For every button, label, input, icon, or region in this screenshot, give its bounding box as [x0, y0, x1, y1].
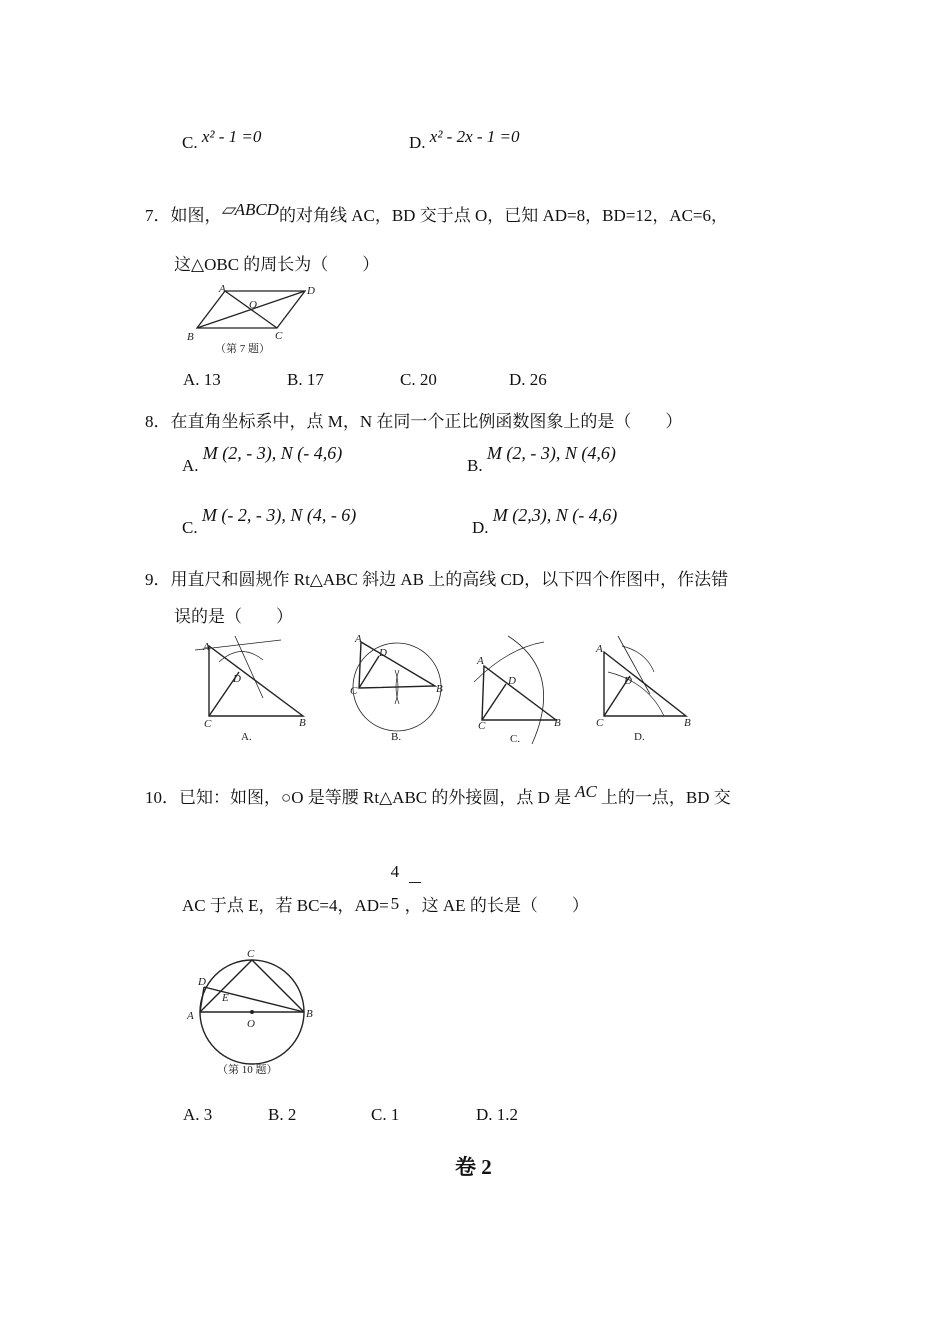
q10-fig-label-c: C	[247, 948, 255, 960]
q10-stem-line2-part1: AC 于点 E，若 BC=4，AD=	[182, 896, 389, 915]
q10-stem-line1	[145, 783, 731, 808]
q10-option-a: A. 3	[183, 1105, 213, 1124]
q9a-label-a: A	[203, 641, 210, 653]
q9a-label-b: B	[299, 717, 306, 729]
q8-option-b-label: B.	[467, 456, 483, 475]
q10-stem-line2	[182, 862, 589, 917]
q10-fraction-numerator: 4	[390, 862, 400, 882]
q7-fig-label-d: D	[307, 285, 315, 297]
q8-option-a-label: A.	[182, 456, 199, 475]
q8-option-a-math: M (2, - 3), N (- 4,6)	[202, 443, 343, 463]
q8-option-d	[472, 505, 618, 537]
q9-figure-a	[185, 632, 320, 747]
q10-stem-part1: 10．已知：如图，○O 是等腰 Rt△ABC 的外接圆，点 D 是	[145, 788, 572, 807]
q7-parallelogram: ▱ABCD	[221, 200, 279, 219]
q9c-label-a: A	[477, 655, 484, 667]
q6-option-d	[409, 127, 520, 152]
q9-figure-d	[588, 632, 708, 747]
q9d-caption: D.	[634, 731, 645, 743]
q10-fig-label-a: A	[187, 1010, 194, 1022]
q10-figure	[185, 945, 325, 1080]
q8-stem: 8．在直角坐标系中，点 M，N 在同一个正比例函数图象上的是（ ）	[145, 412, 683, 431]
q6-option-c-label: C.	[182, 133, 198, 152]
q9d-label-b: B	[684, 717, 691, 729]
q9-stem-line2: 误的是（ ）	[174, 607, 293, 626]
q8-option-b	[467, 443, 616, 475]
q9-figure-b	[333, 632, 453, 747]
q8-option-c-math: M (- 2, - 3), N (4, - 6)	[201, 505, 357, 525]
q7-fig-caption: （第 7 题）	[215, 343, 270, 355]
q8-option-c-label: C.	[182, 518, 198, 537]
q9d-label-d: D	[624, 675, 632, 687]
q9d-label-a: A	[596, 643, 603, 655]
q7-figure	[185, 283, 325, 355]
q9b-label-c: C	[350, 685, 358, 697]
q7-fig-label-o: O	[249, 299, 257, 311]
q7-fig-label-a: A	[219, 283, 226, 295]
q9-stem-line1: 9．用直尺和圆规作 Rt△ABC 斜边 AB 上的高线 CD，以下四个作图中，作法错	[145, 570, 729, 589]
q10-option-d: D. 1.2	[476, 1105, 519, 1124]
q7-option-d: D. 26	[509, 370, 547, 389]
q9a-caption: A.	[241, 731, 252, 743]
q10-option-b: B. 2	[268, 1105, 297, 1124]
q8-option-d-label: D.	[472, 518, 489, 537]
q9b-label-a: A	[355, 633, 362, 645]
section-title: 卷 2	[455, 1155, 492, 1179]
q10-fig-label-o: O	[247, 1018, 255, 1030]
q7-fig-label-c: C	[275, 330, 283, 342]
q9c-label-d: D	[508, 675, 516, 687]
q7-stem-line2: 这△OBC 的周长为（ ）	[174, 255, 380, 274]
q9d-label-c: C	[596, 717, 604, 729]
q7-option-a: A. 13	[183, 370, 221, 389]
q8-option-b-math: M (2, - 3), N (4,6)	[486, 443, 616, 463]
q7-option-c: C. 20	[400, 370, 437, 389]
q6-option-d-math: x² - 2x - 1 =0	[429, 127, 520, 146]
q10-stem-part2: 上的一点，BD 交	[600, 788, 731, 807]
q7-option-b: B. 17	[287, 370, 324, 389]
q9c-label-c: C	[478, 720, 486, 732]
q9b-label-d: D	[379, 647, 387, 659]
q10-arc-ac: AC	[575, 782, 597, 801]
q10-stem-line2-part2: ，这 AE 的长是（ ）	[404, 896, 589, 915]
q10-fig-label-e: E	[222, 992, 229, 1004]
q8-option-a	[182, 443, 343, 475]
q9b-label-b: B	[436, 683, 443, 695]
q6-option-c	[182, 127, 262, 152]
q6-option-c-math: x² - 1 =0	[201, 127, 262, 146]
q6-option-d-label: D.	[409, 133, 426, 152]
q8-option-d-math: M (2,3), N (- 4,6)	[492, 505, 618, 525]
q7-stem-line1	[145, 201, 728, 226]
q9a-label-d: D	[233, 673, 241, 685]
q10-fig-label-d: D	[198, 976, 206, 988]
q10-fig-label-b: B	[306, 1008, 313, 1020]
q9-figure-c	[468, 632, 588, 747]
q7-number: 7．如图，	[145, 206, 222, 225]
q10-fig-caption: （第 10 题）	[217, 1064, 278, 1076]
q10-fraction-denominator: 5	[390, 894, 400, 914]
q10-fraction-bar	[409, 882, 421, 883]
q9c-caption: C.	[510, 733, 521, 745]
q9b-caption: B.	[391, 731, 402, 743]
q7-fig-label-b: B	[187, 331, 194, 343]
q7-stem-rest: 的对角线 AC，BD 交于点 O，已知 AD=8，BD=12，AC=6，	[278, 206, 729, 225]
q8-option-c	[182, 505, 357, 537]
q9a-label-c: C	[204, 718, 212, 730]
q9c-label-b: B	[554, 717, 561, 729]
q10-fraction	[389, 862, 405, 917]
q10-option-c: C. 1	[371, 1105, 400, 1124]
